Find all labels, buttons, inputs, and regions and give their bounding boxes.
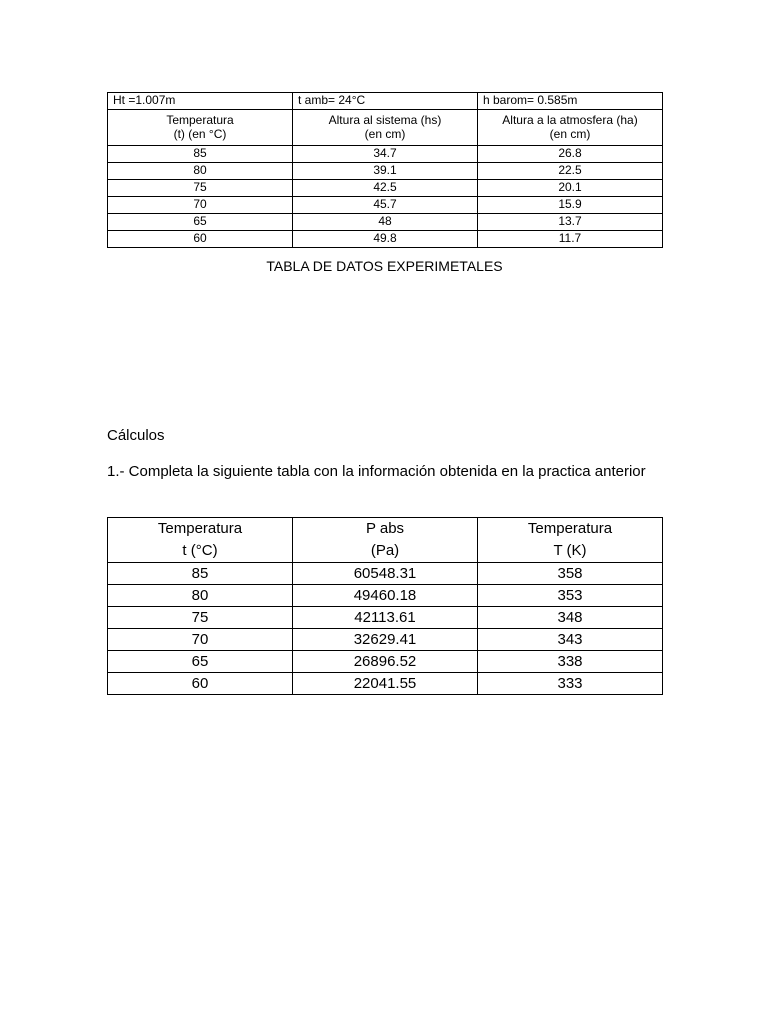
table-row [108,585,663,607]
table-cell: 333 [478,673,663,695]
table-row [108,214,663,231]
table-header-row [108,518,663,563]
table-cell: 49460.18 [293,585,478,607]
table-cell: 22041.55 [293,673,478,695]
header-line: Temperatura [157,520,243,537]
table-cell: 60548.31 [293,563,478,585]
table-caption: TABLA DE DATOS EXPERIMETALES [266,258,503,274]
table-cell: 80 [108,163,293,180]
table-cell: 26896.52 [293,651,478,673]
table-cell: 75 [108,180,293,197]
experimental-data-table [107,92,663,248]
header-line: (t) (en °C) [173,126,227,141]
table-cell: 45.7 [293,197,478,214]
table-cell: 338 [478,651,663,673]
calculations-table [107,517,663,695]
table-cell: Ht =1.007m [108,93,293,110]
table-cell: 11.7 [478,231,663,248]
table-cell: 348 [478,607,663,629]
header-line: Altura al sistema (hs) [328,112,442,127]
table-cell: 49.8 [293,231,478,248]
table-row [108,673,663,695]
table-row [108,607,663,629]
table-cell: 34.7 [293,146,478,163]
column-header [108,518,293,563]
table-cell: 42113.61 [293,607,478,629]
table-row [108,651,663,673]
table-cell: 48 [293,214,478,231]
table-cell: 70 [108,629,293,651]
table-header-row [108,110,663,146]
table-cell: 358 [478,563,663,585]
instruction-text: 1.- Completa la siguiente tabla con la información obtenida en la practica anterior [107,463,646,480]
table-cell: 20.1 [478,180,663,197]
column-header [293,110,478,146]
table-cell: 343 [478,629,663,651]
table-cell: 26.8 [478,146,663,163]
header-line: Altura a la atmosfera (ha) [502,112,638,127]
column-header [108,110,293,146]
section-heading: Cálculos [107,427,165,444]
table-row [108,231,663,248]
header-line: (en cm) [364,126,406,141]
table-cell: 70 [108,197,293,214]
table-cell: t amb= 24°C [293,93,478,110]
table-row [108,163,663,180]
header-line: (Pa) [370,542,400,559]
table-cell: 15.9 [478,197,663,214]
header-line: P abs [365,520,405,537]
header-line: T (K) [553,542,587,559]
table-cell: 60 [108,673,293,695]
header-line: Temperatura [166,112,234,127]
table-row [108,563,663,585]
table-cell: 80 [108,585,293,607]
column-header [293,518,478,563]
table-info-row [108,93,663,110]
table-cell: 353 [478,585,663,607]
table-row [108,197,663,214]
column-header [478,518,663,563]
table-cell: h barom= 0.585m [478,93,663,110]
table-cell: 39.1 [293,163,478,180]
table-cell: 32629.41 [293,629,478,651]
header-line: (en cm) [549,126,591,141]
table-cell: 65 [108,214,293,231]
header-line: t (°C) [182,542,218,559]
table-row [108,146,663,163]
table-cell: 13.7 [478,214,663,231]
table-cell: 22.5 [478,163,663,180]
header-line: Temperatura [527,520,613,537]
table-cell: 42.5 [293,180,478,197]
table-cell: 75 [108,607,293,629]
table-cell: 60 [108,231,293,248]
column-header [478,110,663,146]
table-cell: 85 [108,146,293,163]
table-cell: 85 [108,563,293,585]
table-row [108,180,663,197]
table-row [108,629,663,651]
table-cell: 65 [108,651,293,673]
